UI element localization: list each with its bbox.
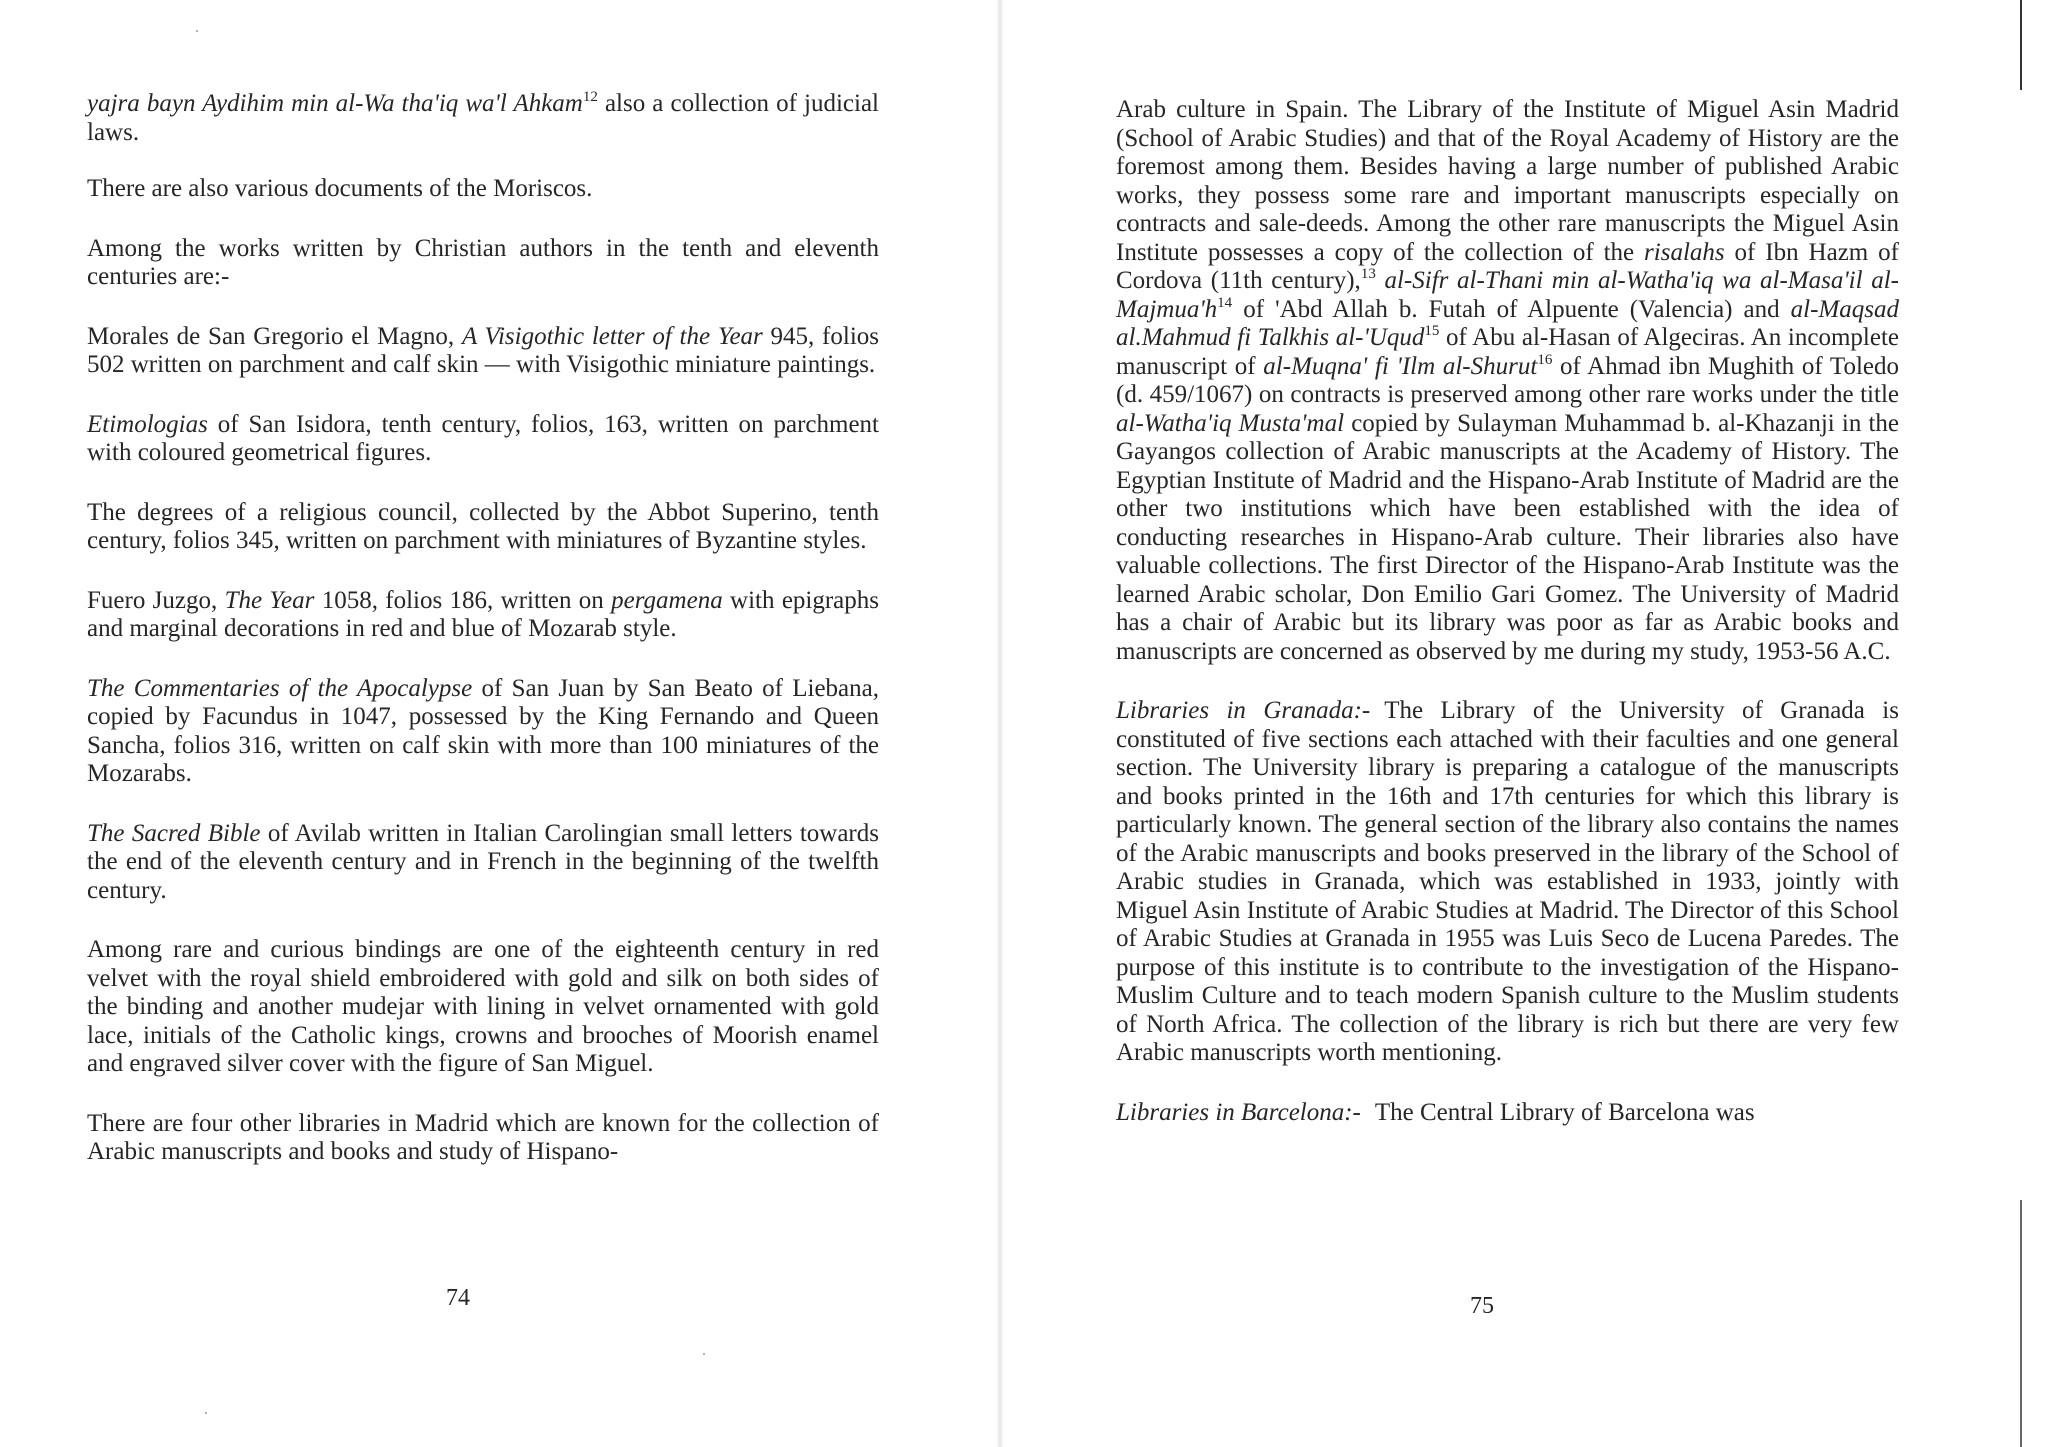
paragraph-text: Morales de San Gregorio el Magno, <box>87 322 462 350</box>
italic-title: al-Watha'iq Musta'mal <box>1116 409 1345 437</box>
paragraph-text: Among rare and curious bindings are one of the eighteenth century in red velvet with the royal shield embroidered with gold and silk on both sides of the binding and another mudejar with lining in velvet ornamented with gold lace, initials of the Catholic kings, crowns and brooches of Moorish enamel and engraved silver cover with the figure of San Miguel. <box>87 936 879 1077</box>
paragraph <box>1116 96 1899 666</box>
paragraph-text: 945, folios 502 written on parchment and calf skin — with Visigothic miniature paintings. <box>87 322 879 378</box>
paragraph <box>87 675 879 789</box>
paragraph <box>87 1110 879 1167</box>
section-heading: Libraries in Barcelona:- <box>1116 1098 1361 1126</box>
italic-title: Etimologias <box>87 410 208 438</box>
paragraph <box>87 587 879 644</box>
paragraph-text: of Ahmad ibn Mughith of Toledo (d. 459/1067) on contracts is preserved among other rare works under the title <box>1116 352 1899 408</box>
paragraph <box>87 323 879 380</box>
right-page-text <box>1116 96 1899 1158</box>
paragraph-text: Fuero Juzgo, <box>87 586 225 614</box>
section-heading: Libraries in Granada:- <box>1116 697 1371 724</box>
paragraph-text: Arab culture in Spain. The Library of the Institute of Miguel Asin Madrid (School of Arabic Studies) and that of the Royal Academy of History are the foremost among them. Besides having a large number of published Arabic works, they possess some rare and important manuscripts especially on contracts and sale-deeds. Among the other rare manuscripts the Miguel Asin Institute possesses a copy of the collection of the <box>1116 96 1899 266</box>
paragraph <box>1116 697 1899 1068</box>
paragraph <box>1116 1099 1899 1128</box>
italic-title: al-Sifr al-Thani min al-Watha'iq wa al-Masa'il al-Majmua'h <box>1116 267 1900 323</box>
italic-word: pergamena <box>611 586 723 614</box>
paragraph <box>87 411 879 468</box>
paragraph-text: of San Isidora, tenth century, folios, 163, written on parchment with coloured geometrical figures. <box>87 410 879 466</box>
italic-title: al-Maqsad al.Mahmud fi Talkhis al-'Uqud <box>1116 295 1899 351</box>
paragraph-text: The Central Library of Barcelona was <box>1374 1098 1755 1126</box>
footnote-ref: 14 <box>1217 294 1233 311</box>
paragraph-text: of Ibn Hazm of Cordova (11th century), <box>1116 238 1899 294</box>
footnote-ref: 12 <box>582 89 598 105</box>
page-number: 74 <box>446 1285 470 1311</box>
page-edge-line <box>2020 0 2022 90</box>
paragraph-text: The Library of the University of Granada is constituted of five sections each attached with their faculties and one general section. The University library is preparing a catalogue of the manuscripts and books printed in the 16th and 17th centuries for which this library is particularly known. The general section of the library also contains the names of the Arabic manuscripts and books preserved in the library of the School of Arabic studies in Granada, which was established in 1933, jointly with Miguel Asin Institute of Arabic Studies at Madrid. The Director of this School of Arabic Studies at Granada in 1955 was Luis Seco de Lucena Paredes. The purpose of this institute is to contribute to the investigation of the Hispano-Muslim Culture and to teach modern Spanish culture to the Muslim students of North Africa. The collection of the library is rich but there are very few Arabic manuscripts worth mentioning. <box>1116 697 1899 1066</box>
paragraph <box>87 90 879 147</box>
italic-word: risalahs <box>1644 238 1725 266</box>
paragraph-text: of Avilab written in Italian Carolingian small letters towards the end of the eleventh century and in French in the beginning of the twelfth century. <box>87 819 879 904</box>
paragraph-text: of Abu al-Hasan of Algeciras. An incomplete manuscript of <box>1116 324 1899 380</box>
page-edge-line <box>2020 1200 2022 1447</box>
left-page <box>0 0 1000 1447</box>
left-page-text <box>87 90 879 1198</box>
paragraph-text: There are four other libraries in Madrid which are known for the collection of Arabic manuscripts and books and study of Hispano- <box>87 1109 879 1165</box>
italic-title: The Sacred Bible <box>87 819 261 847</box>
scan-speck <box>703 1353 705 1355</box>
italic-title: The Commentaries of the Apocalypse <box>87 674 473 702</box>
italic-title: al-Muqna' fi 'Ilm al-Shurut <box>1263 352 1538 380</box>
scan-speck <box>196 30 198 32</box>
footnote-ref: 15 <box>1424 323 1440 339</box>
italic-title: yajra bayn Aydihim min al-Wa tha'iq wa'l Ahkam <box>87 90 583 117</box>
paragraph-text: There are also various documents of the Moriscos. <box>87 175 593 202</box>
paragraph <box>87 499 879 556</box>
footnote-ref: 16 <box>1537 351 1553 368</box>
paragraph-text: 1058, folios 186, written on <box>314 586 612 614</box>
paragraph <box>87 175 879 204</box>
paragraph-text: copied by Sulayman Muhammad b. al-Khazanji in the Gayangos collection of Arabic manuscripts at the Academy of History. The Egyptian Institute of Madrid and the Hispano-Arab Institute of Madrid are the other two institutions which have been established with the idea of conducting researches in Hispano-Arab culture. Their libraries also have valuable collections. The first Director of the Hispano-Arab Institute was the learned Arabic scholar, Don Emilio Gari Gomez. The University of Madrid has a chair of Arabic but its library was poor as far as Arabic books and manuscripts are concerned as observed by me during my study, 1953-56 A.C. <box>1116 409 1900 665</box>
paragraph-text: Among the works written by Christian authors in the tenth and eleventh centuries are:- <box>87 234 879 290</box>
right-page <box>1000 0 2048 1447</box>
paragraph-text: of San Juan by San Beato of Liebana, copied by Facundus in 1047, possessed by the King Fernando and Queen Sancha, folios 316, written on calf skin with more than 100 miniatures of the Mozarabs. <box>87 674 879 787</box>
paragraph <box>87 235 879 292</box>
scan-speck <box>205 1412 207 1414</box>
paragraph <box>87 820 879 906</box>
page-number: 75 <box>1470 1293 1494 1319</box>
paragraph-text: with epigraphs and marginal decorations in red and blue of Mozarab style. <box>87 586 880 642</box>
italic-title: A Visigothic letter of the Year <box>461 322 763 350</box>
paragraph-text: also a collection of judicial laws. <box>87 90 879 146</box>
paragraph-text: The degrees of a religious council, collected by the Abbot Superino, tenth century, folios 345, written on parchment with miniatures of Byzantine styles. <box>87 498 879 554</box>
paragraph <box>87 936 879 1079</box>
paragraph-text: of 'Abd Allah b. Futah of Alpuente (Valencia) and <box>1232 295 1791 323</box>
italic-title: The Year <box>224 586 315 614</box>
footnote-ref: 13 <box>1360 266 1376 282</box>
